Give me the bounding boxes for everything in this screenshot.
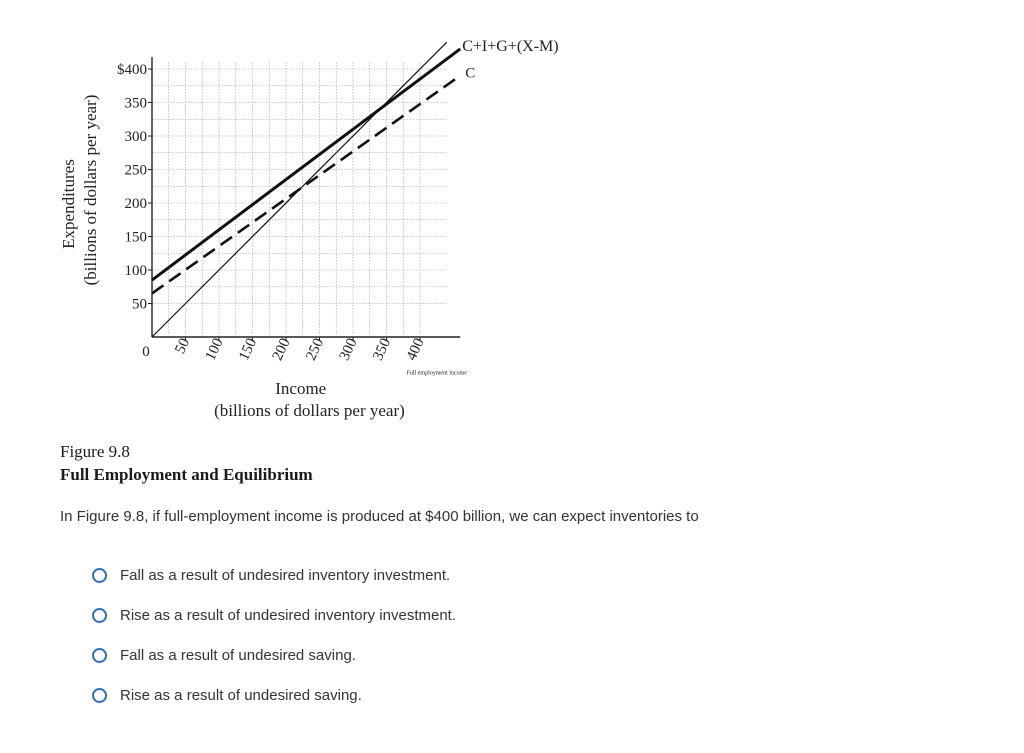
answer-label: Fall as a result of undesired saving. [120, 646, 356, 664]
figure-number: Figure 9.8 [60, 442, 130, 461]
figure-title: Full Employment and Equilibrium [60, 465, 313, 484]
full-employment-annotation: Full employment income [406, 370, 467, 377]
question-text: In Figure 9.8, if full-employment income is produced at $400 billion, we can expect inventories to [60, 508, 699, 525]
x-tick-label: 400 [403, 335, 428, 364]
radio-button[interactable] [92, 648, 107, 663]
radio-button[interactable] [92, 608, 107, 623]
series-line [152, 49, 460, 280]
x-tick-label: 300 [336, 335, 361, 364]
answer-option[interactable] [92, 635, 456, 675]
x-tick-label: 0 [142, 344, 150, 360]
chart-axes [152, 57, 460, 337]
radio-button[interactable] [92, 688, 107, 703]
x-tick-label: 100 [202, 335, 227, 364]
series-label: C [465, 65, 476, 82]
forty-five-degree-line [152, 42, 447, 337]
x-tick-label: 250 [303, 335, 328, 364]
answer-label: Rise as a result of undesired inventory investment. [120, 606, 456, 624]
x-tick-label: 350 [370, 335, 395, 364]
answer-label: Fall as a result of undesired inventory investment. [120, 566, 451, 584]
x-axis-unit-label: (billions of dollars per year) [214, 401, 405, 420]
y-tick-label: 50 [132, 296, 147, 313]
x-tick-label: 200 [269, 335, 294, 364]
series-labels [462, 38, 558, 82]
y-tick-label: 350 [124, 95, 147, 112]
radio-button[interactable] [92, 568, 107, 583]
y-tick-label: 300 [124, 129, 147, 145]
series-line [152, 76, 460, 294]
chart-series [152, 42, 460, 337]
y-tick-label: 150 [124, 229, 147, 246]
series-label: C+I+G+(X-M) [462, 37, 559, 55]
y-axis-unit-label: (billions of dollars per year) [81, 94, 100, 286]
answer-option[interactable] [92, 595, 456, 635]
x-tick-labels [142, 336, 427, 363]
x-tick-label: 150 [236, 335, 261, 364]
answer-options [92, 555, 456, 715]
x-axis-label: Income [275, 379, 327, 398]
y-tick-label: 250 [124, 162, 147, 179]
y-axis-label: Expenditures [59, 159, 78, 249]
answer-label: Rise as a result of undesired saving. [120, 686, 362, 704]
y-tick-labels [117, 62, 152, 313]
x-tick-label: 50 [172, 335, 194, 357]
answer-option[interactable] [92, 675, 456, 715]
y-tick-label: $400 [117, 62, 147, 78]
answer-option[interactable] [92, 555, 456, 595]
y-tick-label: 200 [124, 196, 147, 212]
y-tick-label: 100 [124, 263, 147, 279]
